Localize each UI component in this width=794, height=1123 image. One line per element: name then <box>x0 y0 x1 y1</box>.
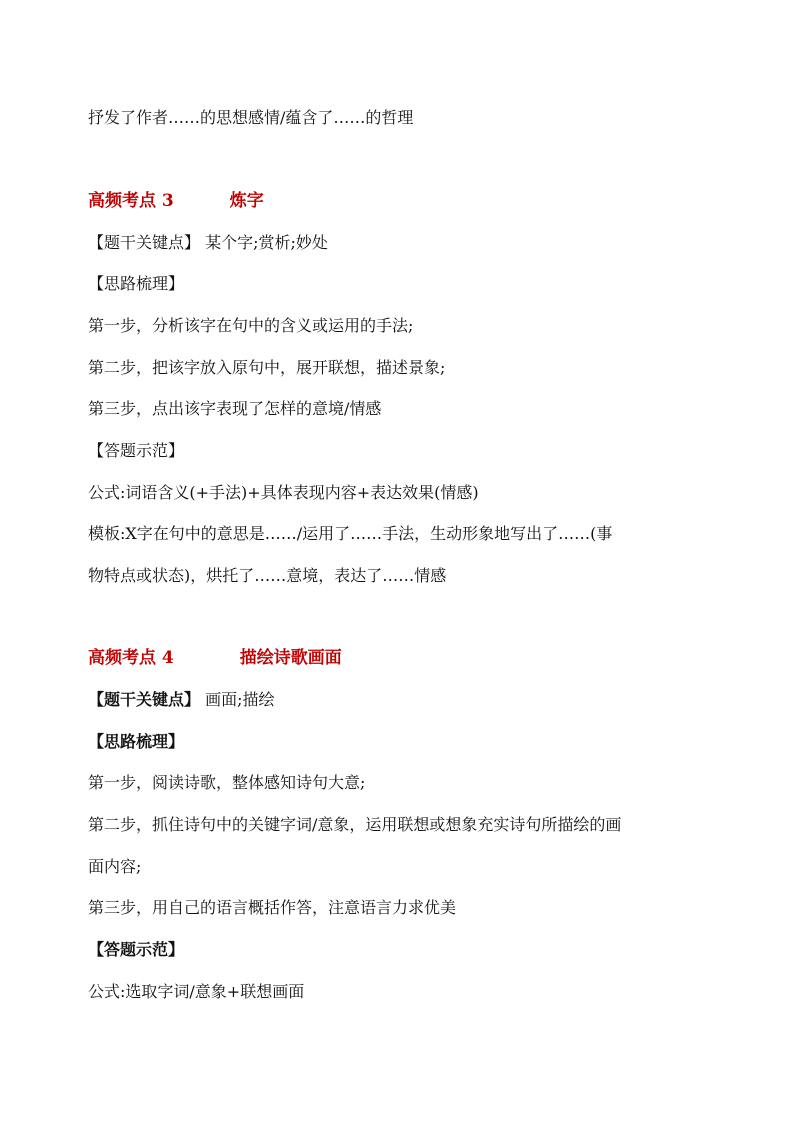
section3-template-line-2: 物特点或状态)，烘托了……意境，表达了……情感 <box>88 566 447 585</box>
section3-formula: 公式:词语含义(+手法)+具体表现内容+表达效果(情感) <box>88 483 479 502</box>
section4-formula: 公式:选取字词/意象+联想画面 <box>88 982 305 1001</box>
section3-keypoints-text: 某个字;赏析;妙处 <box>200 233 328 252</box>
section3-keypoints-label: 【题干关键点】 <box>88 233 201 252</box>
section4-heading <box>88 646 342 670</box>
section4-keypoints-label: 【题干关键点】 <box>88 690 201 709</box>
section4-keypoints-text: 画面;描绘 <box>200 690 275 709</box>
section3-step-2: 第二步，把该字放入原句中，展开联想，描述景象; <box>88 358 446 377</box>
section3-thinking-label: 【思路梳理】 <box>88 274 185 293</box>
section3-heading-number: 高频考点 3 <box>88 191 174 211</box>
section4-keypoints <box>88 688 275 712</box>
section4-answer-label: 【答题示范】 <box>88 940 185 959</box>
section4-step-1: 第一步，阅读诗歌，整体感知诗句大意; <box>88 773 366 792</box>
section4-step-2-line-1: 第二步，抓住诗句中的关键字词/意象，运用联想或想象充实诗句所描绘的画 <box>88 815 622 834</box>
section4-heading-number: 高频考点 4 <box>88 648 174 668</box>
section3-heading-topic: 炼字 <box>229 191 264 211</box>
section3-template-line-1: 模板:X字在句中的意思是……/运用了……手法，生动形象地写出了……(事 <box>88 524 613 543</box>
section3-answer-label: 【答题示范】 <box>88 441 185 460</box>
intro-line: 抒发了作者……的思想感情/蕴含了……的哲理 <box>88 108 414 127</box>
section3-step-1: 第一步，分析该字在句中的含义或运用的手法; <box>88 316 414 335</box>
section3-step-3: 第三步，点出该字表现了怎样的意境/情感 <box>88 399 382 418</box>
section3-heading <box>88 189 264 213</box>
section4-step-2-line-2: 面内容; <box>88 857 142 876</box>
section4-heading-topic: 描绘诗歌画面 <box>239 648 342 668</box>
section3-keypoints <box>88 231 328 255</box>
section4-step-3: 第三步，用自己的语言概括作答，注意语言力求优美 <box>88 898 457 917</box>
section4-thinking-label: 【思路梳理】 <box>88 732 185 751</box>
